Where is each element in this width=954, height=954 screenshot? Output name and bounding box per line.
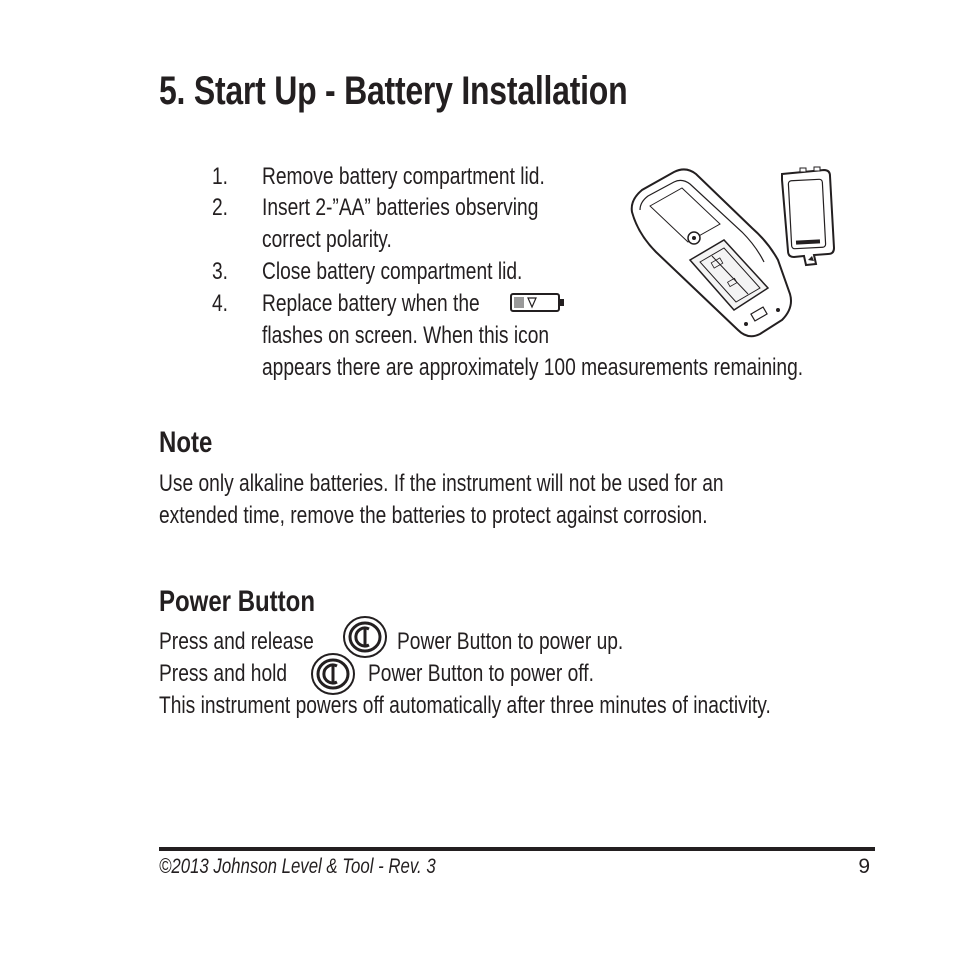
step-text: Insert 2-”AA” batteries observing — [262, 194, 539, 221]
step-text: correct polarity. — [262, 226, 392, 253]
step-text: Close battery compartment lid. — [262, 258, 523, 285]
power-hold-prefix: Press and hold — [159, 660, 288, 687]
step-number: 4. — [212, 290, 229, 317]
power-hold-suffix: Power Button to power off. — [368, 660, 594, 687]
note-line: Use only alkaline batteries. If the instrument will not be used for an — [159, 470, 724, 497]
step-number: 2. — [212, 194, 229, 221]
footer-divider — [159, 847, 875, 851]
footer-copyright: ©2013 Johnson Level & Tool - Rev. 3 — [159, 855, 436, 878]
low-battery-icon — [510, 292, 566, 314]
device-battery-compartment-illustration — [628, 160, 868, 340]
step-text: flashes on screen. When this icon — [262, 322, 550, 349]
auto-off-text: This instrument powers off automatically after three minutes of inactivity. — [159, 692, 771, 719]
note-line: extended time, remove the batteries to protect against corrosion. — [159, 502, 708, 529]
step-text: Remove battery compartment lid. — [262, 163, 545, 190]
power-heading: Power Button — [159, 585, 315, 618]
step-number: 1. — [212, 163, 229, 190]
step-text: Replace battery when the — [262, 290, 480, 317]
step-text: appears there are approximately 100 measurements remaining. — [262, 354, 804, 381]
power-release-prefix: Press and release — [159, 628, 314, 655]
page-title: 5. Start Up - Battery Installation — [159, 69, 628, 113]
page-number: 9 — [858, 855, 870, 878]
note-heading: Note — [159, 426, 213, 459]
step-number: 3. — [212, 258, 229, 285]
power-release-suffix: Power Button to power up. — [397, 628, 624, 655]
